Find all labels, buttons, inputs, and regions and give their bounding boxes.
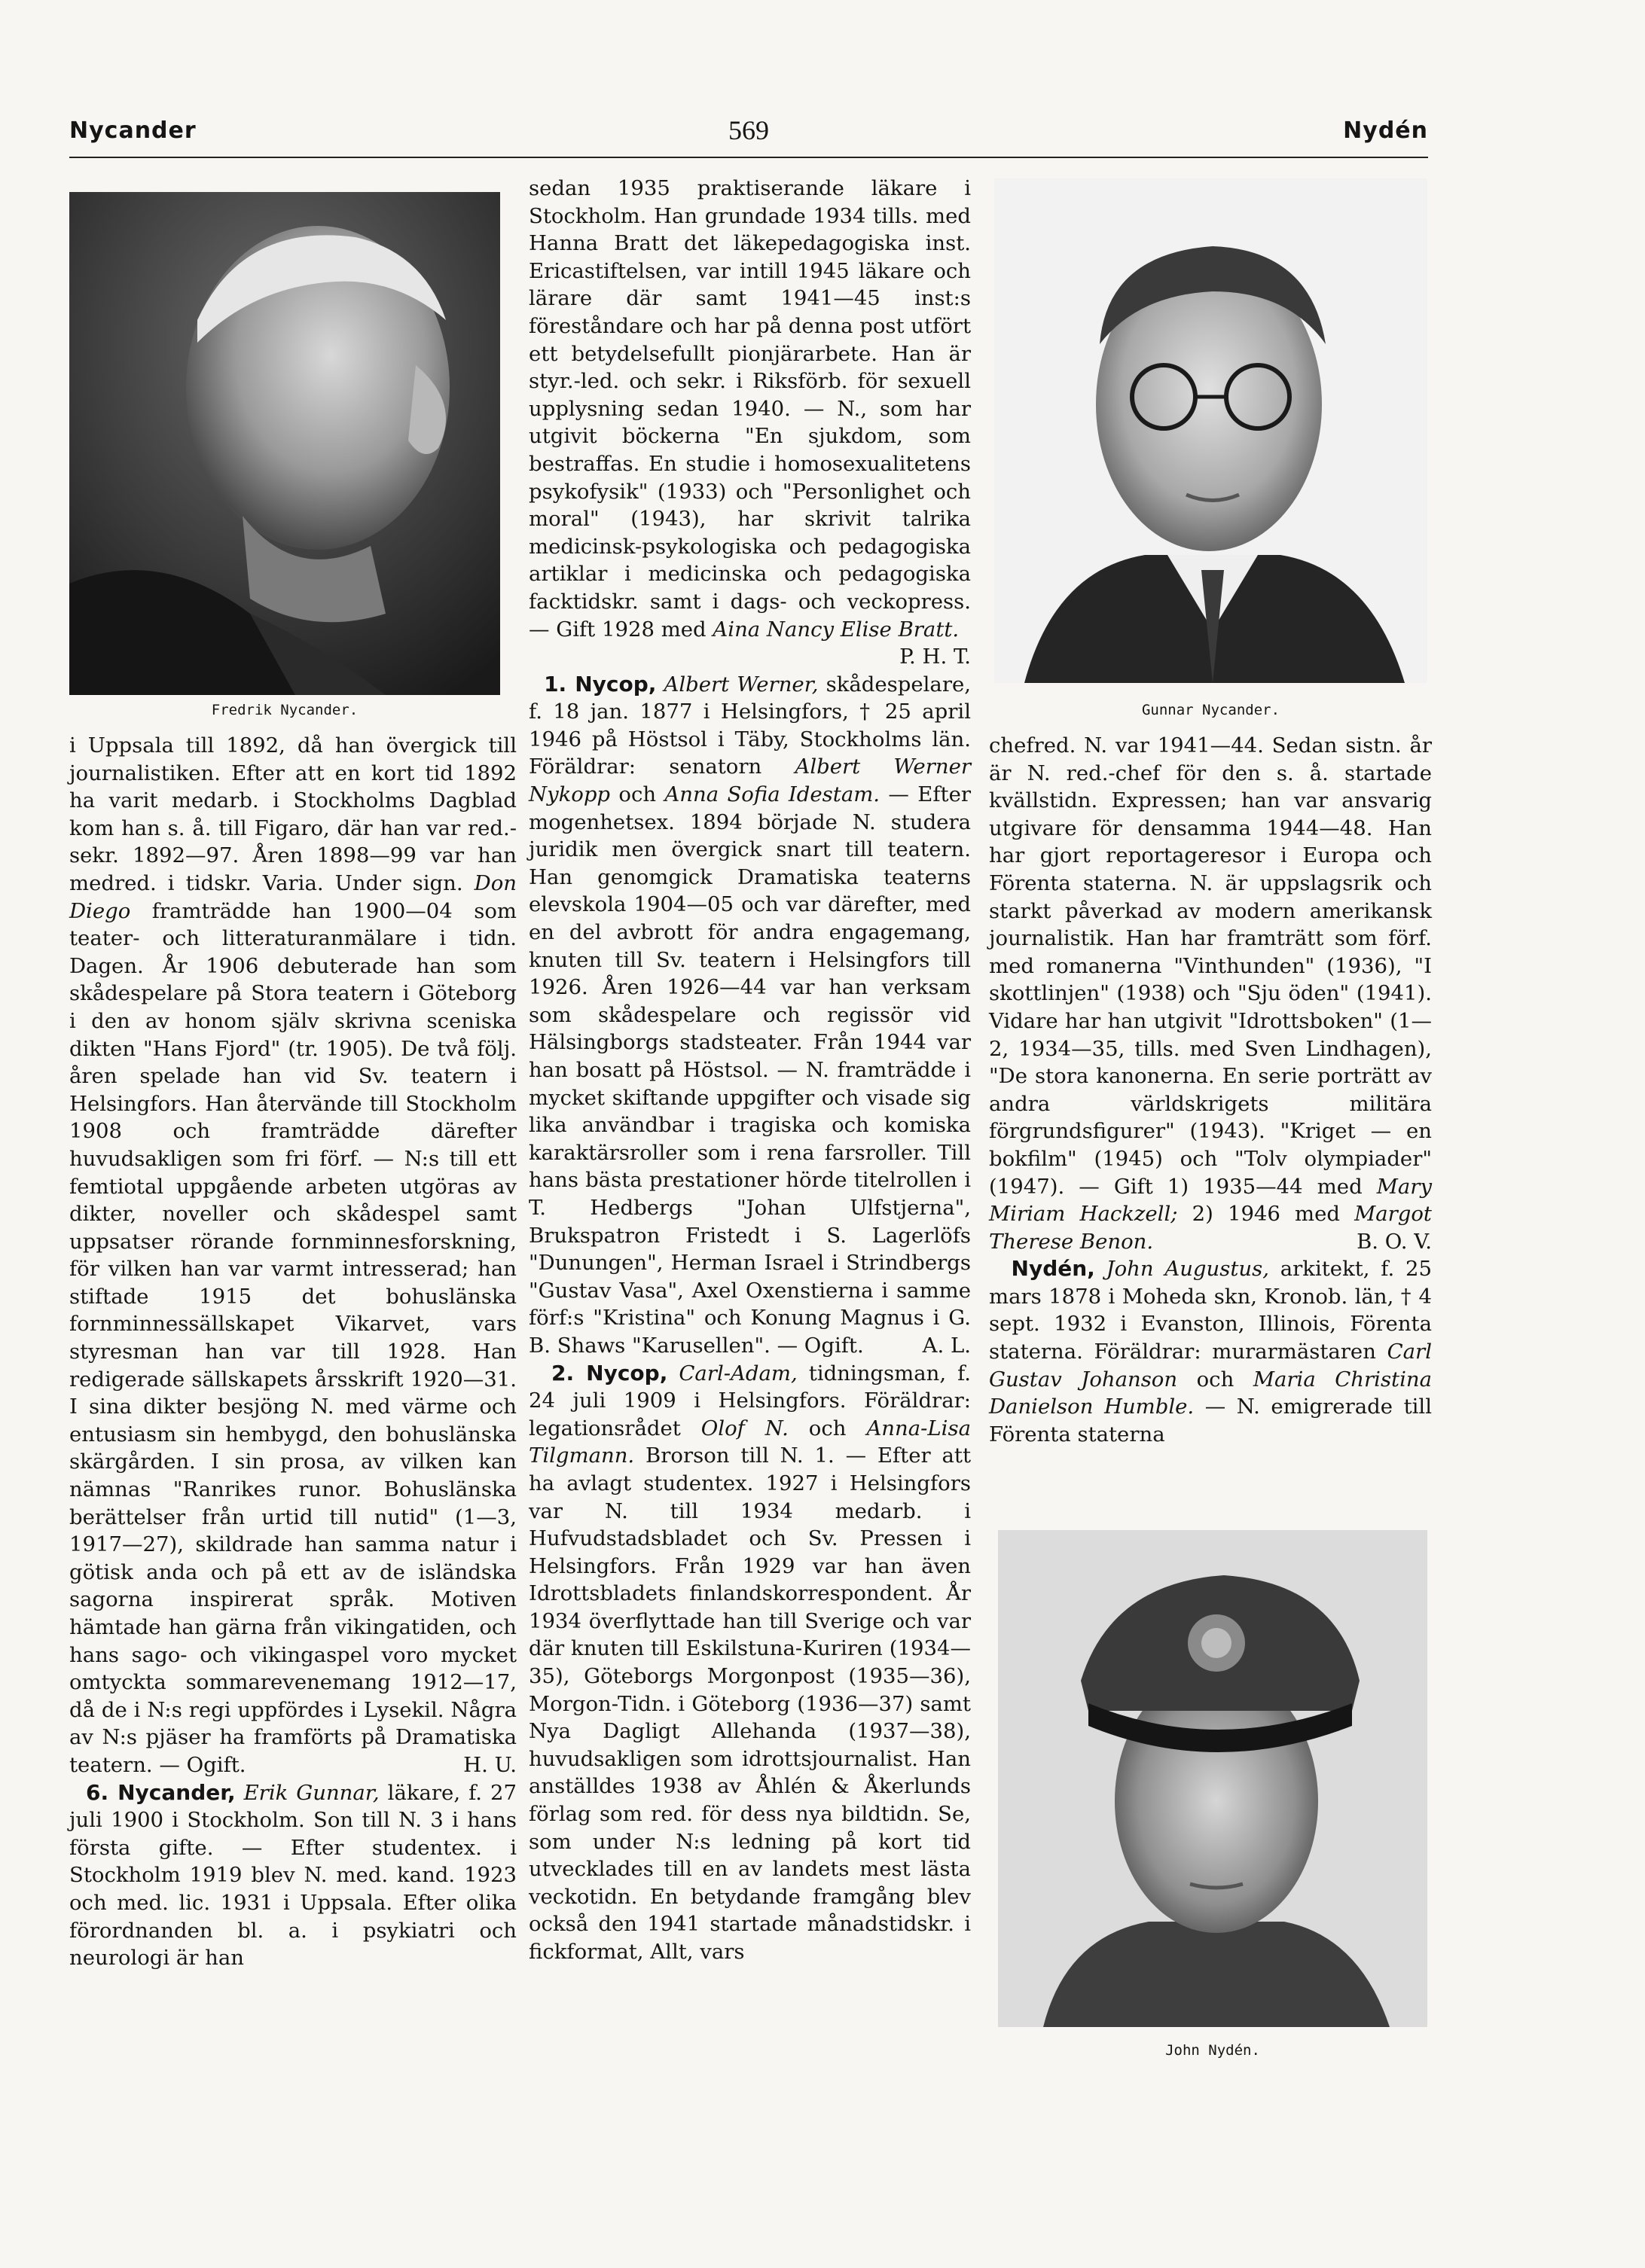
entry-nycop-1-heading: 1. Nycop,	[544, 671, 657, 697]
caption-fredrik: Fredrik Nycander.	[211, 702, 359, 718]
entry-nyden-heading: Nydén,	[1011, 1256, 1095, 1282]
portrait-john-image	[998, 1530, 1427, 2027]
entry-nyden-father: Carl Gustav Johanson	[989, 1340, 1432, 1392]
entry-nycop-2-text-mid: 2) 1946 med	[1192, 1202, 1340, 1227]
entry-6-text-cont: sedan 1935 praktiserande läkare i Stockholm. Han grundade 1934 tills. med Hanna Bratt det läkepedagogiska inst. Ericastiftelsen, var intill 1945 läkare och lärare där samt 1941—45 inst:s föreståndare och har på denna post utfört ett betydelsefullt pionjärarbete. Han är styr.-led. och sekr. i Riksförb. för sexuell upplysning sedan 1940. — N., som har utgivit böckerna "En sjukdom, som bestraffas. En studie i homosexualitetens psykofysik" (1933) och "Personlighet och moral" (1943), har skrivit talrika medicinsk-psykologiska och pedagogiska artiklar i medicinska och pedagogiska facktidskr. samt i dags- och veckopress. — Gift 1928 med	[529, 176, 971, 642]
header-right-word: Nydén	[1343, 117, 1428, 144]
entry-nycop-1-and: och	[618, 782, 657, 807]
entry-nycop-2-mother: Anna-Lisa Tilgmann.	[529, 1416, 971, 1468]
entry-6-spouse: Aina Nancy Elise Bratt.	[713, 617, 960, 642]
entry-5-text-a: i Uppsala till 1892, då han övergick till journalistiken. Efter att en kort tid 1892 ha varit medarb. i Stockholms Dagblad kom han s. å. till Figaro, där han var red.-sekr. 1892—97. Åren 1898—99 var han medred. i tidskr. Varia. Under sign.	[69, 733, 517, 895]
entry-nycop-2-heading: 2. Nycop,	[551, 1360, 668, 1385]
entry-nycop-1-mother: Anna Sofia Idestam.	[664, 782, 880, 807]
entry-5-signature: H. U.	[463, 1752, 517, 1777]
entry-nycop-1-father: Albert Werner Nykopp	[529, 754, 971, 807]
entry-nycop-1-text-b: — Efter mogenhetsex. 1894 började N. studera juridik men övergick snart till teatern. Han genomgick Dramatiska teaterns elevskola 1904—05 och var därefter, med en del avbrott för andra engagemang, knuten till Sv. teatern i Helsingfors till 1926. Åren 1926—44 var han verksam som skådespelare och regissör vid Hälsingborgs stadsteater. Från 1944 var han bosatt på Höstsol. — N. framträdde i mycket skiftande uppgifter och visade sig lika användbar i tragiska och komiska karaktärsroller som i rena farsroller. Till hans bästa prestationer hörde titelrollen i T. Hedbergs "Johan Ulfstjerna", Brukspatron Fristedt i S. Lagerlöfs "Dunungen", Herman Israel i Strindbergs "Gustav Vasa", Axel Oxenstierna i samme förf:s "Kristina" och Konung Magnus i G. B. Shaws "Karusellen". — Ogift.	[529, 782, 971, 1358]
entry-nycop-1-text-a: skådespelare, f. 18 jan. 1877 i Helsingfors, † 25 april 1946 på Höstsol i Täby, Stockholms län. Föräldrar: senatorn	[529, 672, 971, 779]
entry-nycop-2-text-cont: chefred. N. var 1941—44. Sedan sistn. år är N. red.-chef för den s. å. startade kvällstidn. Expressen; han var ansvarig utgivare för densamma 1944—48. Han har gjort reportageresor i Europa och Förenta staterna. N. är uppslagsrik och starkt påverkad av modern amerikansk journalistik. Han har framträtt som förf. med romanerna "Vinthunden" (1936), "I skottlinjen" (1938) och "Sju öden" (1941). Vidare har han utgivit "Idrottsboken" (1—2, 1934—35, tills. med Sven Lindhagen), "De stora kanonerna. En serie porträtt av andra världskrigets militära förgrundsfigurer" (1943). "Kriget — en bokfilm" (1945) och "Tolv olympiader" (1947). — Gift 1) 1935—44 med	[989, 733, 1432, 1199]
caption-gunnar: Gunnar Nycander.	[1141, 702, 1280, 718]
entry-nycop-2-signature: B. O. V.	[1357, 1229, 1432, 1254]
entry-nycop-1-signature: A. L.	[922, 1333, 971, 1358]
entry-6-continued	[529, 175, 971, 669]
entry-nycop-2-spouse-1: Mary Miriam Hackzell;	[989, 1174, 1432, 1227]
entry-nyden-text-b: — N. emigrerade till Förenta staterna	[989, 1395, 1433, 1446]
entry-nycop-1	[529, 671, 971, 1360]
header-rule	[69, 157, 1428, 158]
portrait-fredrik-nycander	[69, 192, 500, 695]
portrait-john-nyden	[998, 1530, 1427, 2027]
entry-5-continued	[69, 732, 517, 1779]
entry-6-name: Erik Gunnar,	[243, 1780, 380, 1805]
entry-nyden-mother: Maria Christina Danielson Humble.	[989, 1367, 1433, 1419]
entry-6-text: läkare, f. 27 juli 1900 i Stockholm. Son till N. 3 i hans första gifte. — Efter studentex. i Stockholm 1919 blev N. med. kand. 1923 och med. lic. 1931 i Uppsala. Efter olika förordnanden bl. a. i psykiatri och neurologi är han	[69, 1780, 517, 1971]
entry-nycop-2-continued	[989, 732, 1432, 1255]
entry-nycop-1-name: Albert Werner,	[664, 672, 819, 697]
entry-nyden-and: och	[1196, 1367, 1235, 1392]
entry-nycop-2-text-a: tidningsman, f. 24 juli 1909 i Helsingfors. Föräldrar: legationsrådet	[529, 1361, 972, 1440]
entry-nyden-name: John Augustus,	[1106, 1257, 1269, 1282]
entry-nycop-2-spouse-2: Margot Therese Benon.	[989, 1202, 1432, 1254]
text-column-3	[989, 732, 1432, 1448]
entry-nyden	[989, 1255, 1432, 1448]
entry-6-signature: P. H. T.	[899, 645, 971, 669]
text-column-1	[69, 732, 517, 1972]
page-header	[69, 113, 1428, 158]
entry-nyden-text-a: arkitekt, f. 25 mars 1878 i Moheda skn, Kronob. län, † 4 sept. 1932 i Evanston, Illinois, Förenta staterna. Föräldrar: murarmästaren	[989, 1257, 1432, 1364]
page-number: 569	[728, 115, 769, 145]
portrait-gunnar-image	[994, 178, 1427, 683]
portrait-gunnar-nycander	[994, 178, 1427, 683]
entry-nycop-2-father: Olof N.	[700, 1416, 789, 1440]
entry-5-pseudonym: Don Diego	[69, 870, 517, 923]
entry-nycop-2-and: och	[808, 1416, 847, 1440]
entry-5-text-b: framträdde han 1900—04 som teater- och litteraturanmälare i tidn. Dagen. År 1906 debuterade han som skådespelare på Stora teatern i Göteborg i den av honom själv skrivna sceniska dikten "Hans Fjord" (tr. 1905). De två följ. åren spelade han vid Sv. teatern i Helsingfors. Han återvände till Stockholm 1908 och framträdde därefter huvudsakligen som fri förf. — N:s till ett femtiotal uppgående arbeten utgöras av dikter, noveller och skådespel samt uppsatser rörande fornminnesforskning, för vilken han var varmt intresserad; han stiftade 1915 det bohuslänska fornminnessällskapet Vikarvet, vars styresman han var till 1928. Han redigerade sällskapets årsskrift 1920—31. I sina dikter besjöng N. med värme och entusiasm sin hembygd, den bohuslänska skärgården. I sin prosa, av vilken kan nämnas "Ranrikes runor. Bohuslänska berättelser från urtid till nutid" (1—3, 1917—27), skildrade han samma natur i götisk anda och på ett av de isländska sagorna inspirerat språk. Motiven hämtade han gärna från vikingatiden, och hans sago- och vikingaspel voro mycket omtyckta sommarevenemang 1912—17, då de i N:s regi uppfördes i Lysekil. Några av N:s pjäser ha framförts på Dramatiska teatern. — Ogift.	[69, 898, 517, 1777]
portrait-fredrik-image	[69, 192, 500, 695]
entry-nycop-2-name: Carl-Adam,	[679, 1361, 798, 1385]
text-column-2	[529, 175, 971, 1966]
header-left-word: Nycander	[69, 117, 197, 144]
entry-6	[69, 1779, 517, 1972]
entry-6-heading: 6. Nycander,	[86, 1779, 236, 1805]
entry-nycop-2	[529, 1360, 971, 1966]
entry-nycop-2-text-b: Brorson till N. 1. — Efter att ha avlagt studentex. 1927 i Helsingfors var N. till 1934 medarb. i Hufvudstadsbladet och Sv. Pressen i Helsingfors. Från 1929 var han även Idrottsbladets finlandskorrespondent. År 1934 överflyttade han till Sverige och var där knuten till Eskilstuna-Kuriren (1934—35), Göteborgs Morgonpost (1935—36), Morgon-Tidn. i Göteborg (1936—37) samt Nya Dagligt Allehanda (1937—38), huvudsakligen som idrottsjournalist. Han anställdes 1938 av Åhlén & Åkerlunds förlag som red. för dess nya bildtidn. Se, som under N:s ledning på kort tid utvecklades till en av landets mest lästa veckotidn. En betydande framgång blev också den 1941 startade månadstidskr. i fickformat, Allt, vars	[529, 1443, 972, 1964]
caption-john: John Nydén.	[1165, 2042, 1260, 2059]
